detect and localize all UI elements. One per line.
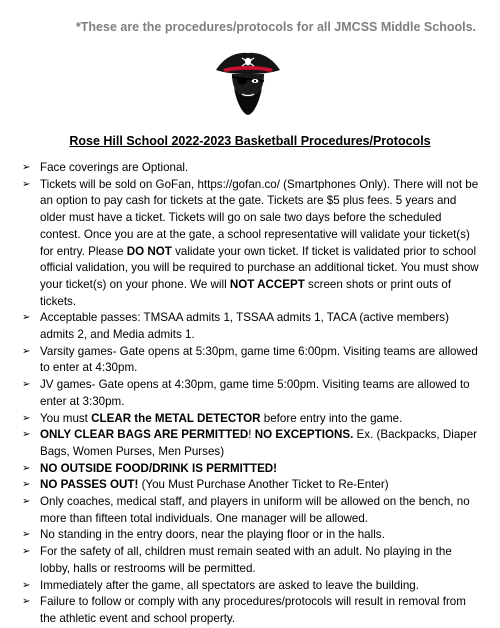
list-item-text: You must bbox=[40, 411, 92, 425]
arrow-bullet-icon: ➢ bbox=[22, 579, 31, 591]
arrow-bullet-icon: ➢ bbox=[22, 596, 31, 608]
arrow-bullet-icon: ➢ bbox=[22, 429, 31, 441]
list-item-text: Failure to follow or comply with any procedures/protocols will result in removal from the athletic event and school property. bbox=[40, 595, 466, 625]
arrow-bullet-icon: ➢ bbox=[22, 312, 31, 324]
pirate-mascot-logo-icon bbox=[213, 50, 283, 116]
list-item bbox=[22, 160, 484, 177]
page-title: Rose Hill School 2022-2023 Basketball Procedures/Protocols bbox=[69, 134, 431, 148]
arrow-bullet-icon: ➢ bbox=[22, 379, 31, 391]
list-item-text: Tickets will be sold on GoFan, https://gofan.co/ (Smartphones Only). There will not be an option to pay cash for tickets at the gate. Tickets are $5 plus fees. 5 years and older must have a ticket. Tickets will go on sale two days before the scheduled contest. Once you are at the gate, a school representative will validate your ticket(s) for entry. Please bbox=[40, 177, 479, 258]
list-item-text: NO PASSES OUT! bbox=[40, 478, 139, 492]
list-item-text: CLEAR the METAL DETECTOR bbox=[91, 411, 261, 425]
list-item-text: Face coverings are Optional. bbox=[40, 161, 189, 174]
list-item-text: validate your own ticket. If ticket is validated prior to school official validation, you will be required to purchase an additional ticket. You must show your ticket(s) on your phone. We will bbox=[40, 244, 479, 291]
list-item bbox=[22, 477, 484, 494]
list-item bbox=[22, 578, 484, 595]
arrow-bullet-icon: ➢ bbox=[22, 546, 31, 558]
list-item-text: NOT ACCEPT bbox=[229, 277, 305, 291]
list-item-text: Ex. (Backpacks, Diaper Bags, Women Purses, Men Purses) bbox=[40, 428, 478, 458]
list-item bbox=[22, 544, 484, 577]
arrow-bullet-icon: ➢ bbox=[22, 462, 31, 474]
arrow-bullet-icon: ➢ bbox=[22, 345, 31, 357]
arrow-bullet-icon: ➢ bbox=[22, 412, 31, 424]
list-item-text: Only coaches, medical staff, and players in uniform will be allowed on the bench, no more than fifteen total individuals. One manager will be allowed. bbox=[40, 495, 470, 525]
arrow-bullet-icon: ➢ bbox=[22, 529, 31, 541]
list-item-text: For the safety of all, children must remain seated with an adult. No playing in the lobby, halls or restrooms will be permitted. bbox=[40, 545, 452, 575]
list-item-text: ONLY CLEAR BAGS ARE PERMITTED bbox=[40, 428, 249, 442]
list-item bbox=[22, 461, 484, 478]
list-item bbox=[22, 527, 484, 544]
list-item-text: screen shots or print outs of tickets. bbox=[40, 277, 452, 308]
list-item-text: Acceptable passes: TMSAA admits 1, TSSAA admits 1, TACA (active members) admits 2, and Media admits 1. bbox=[40, 311, 449, 342]
procedures-list bbox=[22, 160, 484, 628]
arrow-bullet-icon: ➢ bbox=[22, 496, 31, 508]
list-item bbox=[22, 177, 484, 311]
list-item-text: Varsity games- Gate opens at 5:30pm, game time 6:00pm. Visiting teams are allowed to enter at 4:30pm. bbox=[40, 344, 478, 375]
list-item-text: DO NOT bbox=[126, 244, 172, 258]
list-item-text: JV games- Gate opens at 4:30pm, game time 5:00pm. Visiting teams are allowed to enter at 3:30pm. bbox=[40, 378, 470, 408]
jmcss-notice: *These are the procedures/protocols for all JMCSS Middle Schools. bbox=[75, 20, 476, 34]
list-item bbox=[22, 344, 484, 377]
list-item-text: Immediately after the game, all spectators are asked to leave the building. bbox=[40, 578, 419, 592]
list-item-text: before entry into the game. bbox=[260, 411, 403, 425]
list-item bbox=[22, 411, 484, 428]
list-item bbox=[22, 494, 484, 527]
list-item bbox=[22, 594, 484, 627]
list-item-text: NO OUTSIDE FOOD/DRINK IS PERMITTED! bbox=[40, 461, 278, 475]
arrow-bullet-icon: ➢ bbox=[22, 479, 31, 491]
list-item-text: (You Must Purchase Another Ticket to Re-Enter) bbox=[138, 478, 389, 492]
list-item bbox=[22, 377, 484, 410]
list-item bbox=[22, 310, 484, 343]
list-item bbox=[22, 427, 484, 460]
arrow-bullet-icon: ➢ bbox=[22, 178, 31, 190]
list-item-text: ! bbox=[248, 428, 255, 442]
list-item-text: NO EXCEPTIONS. bbox=[254, 428, 354, 442]
list-item-text: No standing in the entry doors, near the playing floor or in the halls. bbox=[40, 528, 385, 542]
arrow-bullet-icon: ➢ bbox=[22, 162, 31, 173]
